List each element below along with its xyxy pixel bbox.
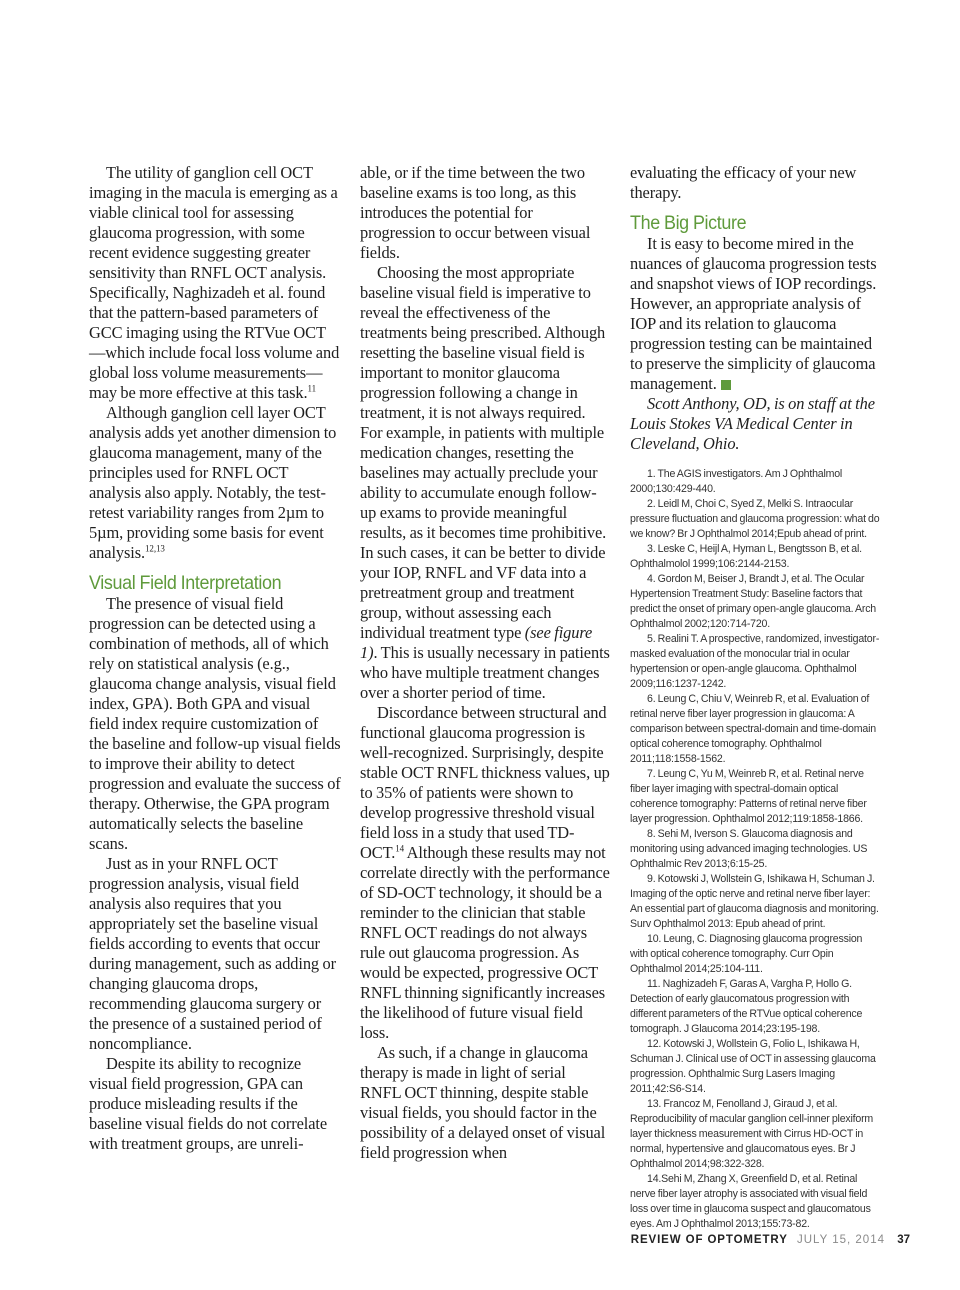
reference-item: 13. Francoz M, Fenolland J, Giraud J, et al. Reproducibility of macular ganglion cell-inner plexiform layer thickness measurement with Cirrus HD-OCT in normal, hypertensive and glaucomatous eyes. Br J Ophthalmol 2014;98:322-328. [630, 1098, 874, 1170]
paragraph: able, or if the time between the two baseline exams is too long, as this introduces the potential for progression to occur between visual fields. [360, 163, 591, 262]
section-heading: Visual Field Interpretation [89, 572, 282, 594]
page-number: 37 [897, 1234, 910, 1246]
paragraph: Discordance between structural and functional glaucoma progression is well-recognized. Surprisingly, despite stable OCT RNFL thickness values, up to 35% of patients were shown to develop progressive threshold visual field loss in a study that used TD-OCT.$^{14}$ Although these results may not correlate directly with the performance of SD-OCT technology, it should be a reminder to the clinician that stable RNFL OCT readings do not always rule out glaucoma progression. As would be expected, progressive OCT RNFL thinning significantly increases the likelihood of future visual field loss. [360, 703, 610, 1042]
reference-item: 5. Realini T. A prospective, randomized, investigator-masked evaluation of the monocular trial in ocular hypertension or open-angle glaucoma. Ophthalmol 2009;116:1237-1242. [630, 633, 880, 690]
paragraph: As such, if a change in glaucoma therapy is made in light of serial RNFL OCT thinning, despite stable visual fields, you should factor in the possibility of a delayed onset of visual field progression when [360, 1043, 606, 1162]
reference-item: 10. Leung, C. Diagnosing glaucoma progression with optical coherence tomography. Curr Opin Ophthalmol 2014;25:104-111. [630, 933, 863, 975]
reference-item: 6. Leung C, Chiu V, Weinreb R, et al. Evaluation of retinal nerve fiber layer progression in glaucoma: A comparison between spectral-domain and time-domain optical coherence tomography. Ophthalmol 2011;118:1558-1562. [630, 693, 876, 765]
reference-item: 2. Leidl M, Choi C, Syed Z, Melki S. Intraocular pressure fluctuation and glaucoma progression: what do we know? Br J Ophthalmol 2014;Epub ahead of print. [630, 498, 880, 540]
references-list [630, 467, 880, 1232]
reference-item: 4. Gordon M, Beiser J, Brandt J, et al. The Ocular Hypertension Treatment Study: Baseline factors that predict the onset of primary open-angle glaucoma. Arch Ophthalmol 2002;120:714-720. [630, 573, 876, 630]
end-of-article-icon [721, 380, 731, 390]
page-footer [631, 1233, 910, 1247]
paragraph: The utility of ganglion cell OCT imaging in the macula is emerging as a viable clinical tool for assessing glaucoma progression, with some recent evidence suggesting greater sensitivity than RNFL OCT analysis. Specifically, Naghizadeh et al. found that the pattern-based parameters of GCC imaging using the RTVue OCT—which include focal loss volume and global loss volume measurements—may be more effective at this task.$^{11}$ [89, 163, 340, 402]
reference-item: 12. Kotowski J, Wollstein G, Folio L, Ishikawa H, Schuman J. Clinical use of OCT in assessing glaucoma progression. Ophthalmic Surg Lasers Imaging 2011;42:S6-S14. [630, 1038, 876, 1095]
reference-item: 14.Sehi M, Zhang X, Greenfield D, et al. Retinal nerve fiber layer atrophy is associated with visual field loss over time in glaucoma suspect and glaucomatous eyes. Am J Ophthalmol 2013;155:73-82. [630, 1173, 871, 1230]
issue-date: JULY 15, 2014 [796, 1234, 885, 1246]
author-bio: Scott Anthony, OD, is on staff at the Louis Stokes VA Medical Center in Cleveland, Ohio. [630, 394, 875, 453]
section-heading: The Big Picture [630, 212, 747, 234]
reference-item: 1. The AGIS investigators. Am J Ophthalmol 2000;130:429-440. [630, 468, 843, 495]
reference-item: 3. Leske C, Heijl A, Hyman L, Bengtsson B, et al. Ophthalmolol 1999;106:2144-2153. [630, 543, 862, 570]
article-column-2 [360, 163, 610, 1163]
reference-item: 7. Leung C, Yu M, Weinreb R, et al. Retinal nerve fiber layer imaging with spectral-domain optical coherence tomography: Patterns of retinal nerve fiber layer progression. Ophthalmol 2012;119:1858-1866. [630, 768, 867, 825]
paragraph: evaluating the efficacy of your new therapy. [630, 163, 857, 202]
magazine-name: REVIEW OF OPTOMETRY [630, 1234, 788, 1246]
article-column-1 [89, 163, 341, 1154]
paragraph: Although ganglion cell layer OCT analysis adds yet another dimension to glaucoma management, many of the principles used for RNFL OCT analysis also apply. Notably, the test-retest variability ranges from 2µm to 5µm, providing some basis for event analysis.$^{12,13}$ [89, 403, 337, 562]
paragraph: Choosing the most appropriate baseline visual field is imperative to reveal the effectiveness of the treatments being prescribed. Although resetting the baseline visual field is important to monitor glaucoma progression following a change in treatment, it is not always required. For example, in patients with multiple medication changes, resetting the baselines may actually preclude your ability to accumulate enough follow-up exams to provide meaningful results, as it becomes time prohibitive. In such cases, it can be better to divide your IOP, RNFL and VF data into a pretreatment group and treatment group, without assessing each individual treatment type (see figure 1). This is usually necessary in patients who have multiple treatment changes over a shorter period of time. [360, 263, 610, 702]
paragraph: Just as in your RNFL OCT progression analysis, visual field analysis also requires that you appropriately set the baseline visual fields according to events that occur during management, such as adding or changing glaucoma drops, recommending glaucoma surgery or the presence of a sustained period of noncompliance. [89, 854, 336, 1053]
paragraph: Despite its ability to recognize visual field progression, GPA can produce misleading results if the baseline visual fields do not correlate with treatment groups, are unreli- [89, 1054, 328, 1153]
reference-item: 9. Kotowski J, Wollstein G, Ishikawa H, Schuman J. Imaging of the optic nerve and retinal nerve fiber layer: An essential part of glaucoma diagnosis and monitoring. Surv Ophthalmol 2013: Epub ahead of print. [630, 873, 879, 930]
reference-item: 11. Naghizadeh F, Garas A, Vargha P, Hollo G. Detection of early glaucomatous progression with different parameters of the RTVue optical coherence tomograph. J Glaucoma 2014;23:195-198. [630, 978, 863, 1035]
paragraph: The presence of visual field progression can be detected using a combination of methods, all of which rely on statistical analysis (e.g., glaucoma change analysis, visual field index, GPA). Both GPA and visual field index require customization of the baseline and follow-up visual fields to improve their ability to detect progression and evaluate the success of therapy. Otherwise, the GPA program automatically selects the baseline scans. [89, 594, 341, 853]
paragraph: It is easy to become mired in the nuances of glaucoma progression tests and snapshot views of IOP recordings. However, an appropriate analysis of IOP and its relation to glaucoma progression testing can be maintained to preserve the simplicity of glaucoma management. [630, 234, 877, 393]
reference-item: 8. Sehi M, Iverson S. Glaucoma diagnosis and monitoring using advanced imaging technologies. US Ophthalmic Rev 2013;6:15-25. [630, 828, 868, 870]
article-column-3 [630, 163, 880, 1232]
